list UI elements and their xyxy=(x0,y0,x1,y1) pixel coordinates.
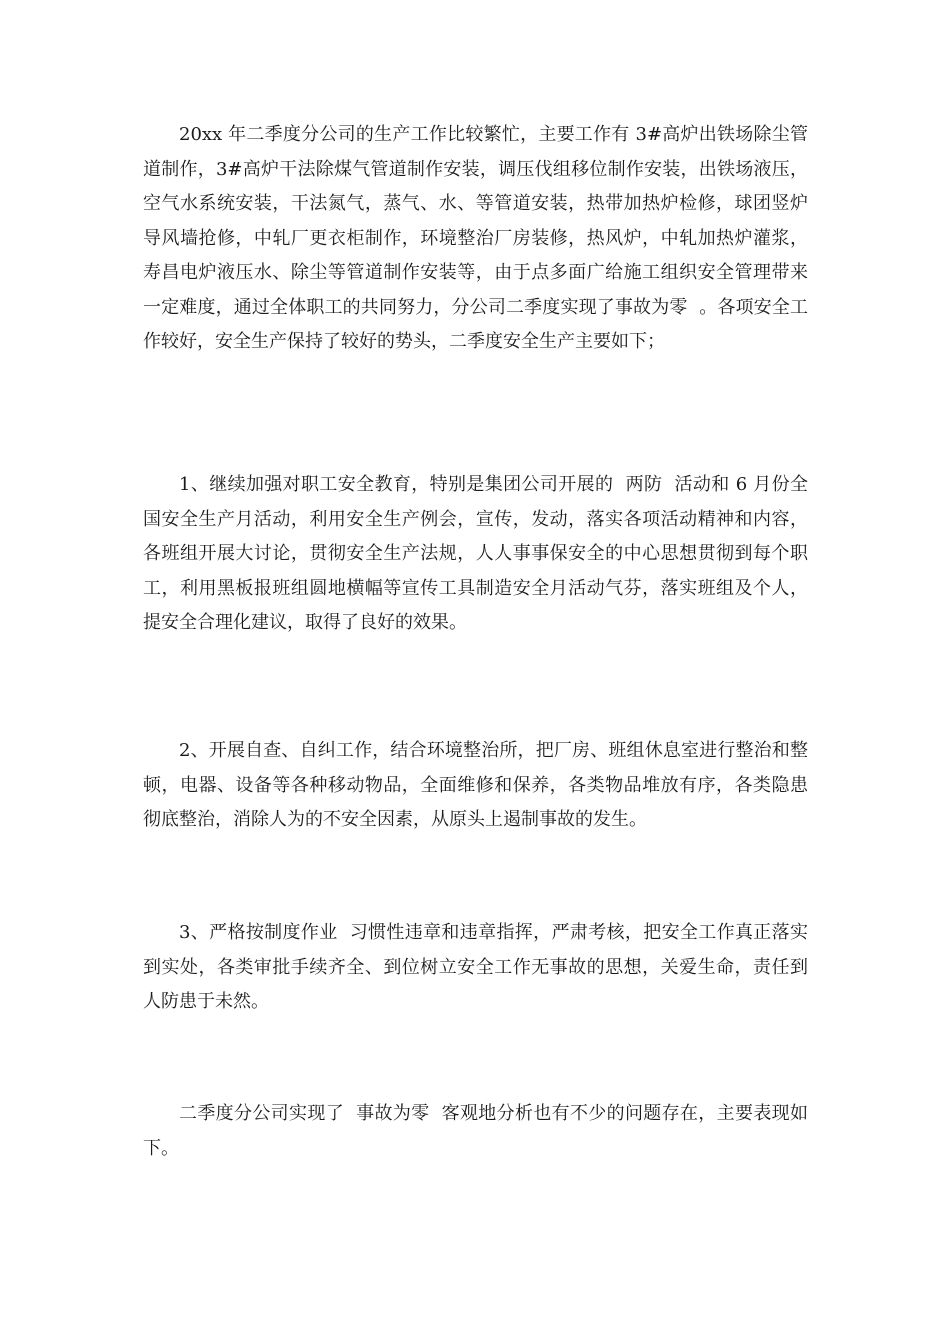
paragraph-item-3: 3、严格按制度作业 习惯性违章和违章指挥，严肃考核，把安全工作真正落实到实处，各类审批手续齐全、到位树立安全工作无事故的思想，关爱生命，责任到人防患于未然。 xyxy=(143,922,808,1012)
paragraph-summary: 二季度分公司实现了 事故为零 客观地分析也有不少的问题存在，主要表现如下。 xyxy=(143,1103,808,1159)
paragraph-intro: 20xx 年二季度分公司的生产工作比较繁忙，主要工作有 3#高炉出铁场除尘管道制作，3#高炉干法除煤气管道制作安装，调压伐组移位制作安装，出铁场液压，空气水系统安装，干法氮气，蒸气、水、等管道安装，热带加热炉检修，球团竖炉导风墙抢修，中轧厂更衣柜制作，环境整治厂房装修，热风炉，中轧加热炉灌浆，寿昌电炉液压水、除尘等管道制作安装等，由于点多面广给施工组织安全管理带来一定难度，通过全体职工的共同努力，分公司二季度实现了事故为零 。各项安全工作较好，安全生产保持了较好的势头，二季度安全生产主要如下； xyxy=(143,124,808,352)
paragraph-item-1: 1、继续加强对职工安全教育，特别是集团公司开展的 两防 活动和 6 月份全国安全生产月活动，利用安全生产例会，宣传，发动，落实各项活动精神和内容，各班组开展大讨论，贯彻安全生产法规，人人事事保安全的中心思想贯彻到每个职工，利用黑板报班组圆地横幅等宣传工具制造安全月活动气芬，落实班组及个人，提安全合理化建议，取得了良好的效果。 xyxy=(143,474,808,633)
paragraph-item-2: 2、开展自查、自纠工作，结合环境整治所，把厂房、班组休息室进行整治和整顿，电器、设备等各种移动物品，全面维修和保养，各类物品堆放有序，各类隐患彻底整治，消除人为的不安全因素，从原头上遏制事故的发生。 xyxy=(143,740,808,830)
